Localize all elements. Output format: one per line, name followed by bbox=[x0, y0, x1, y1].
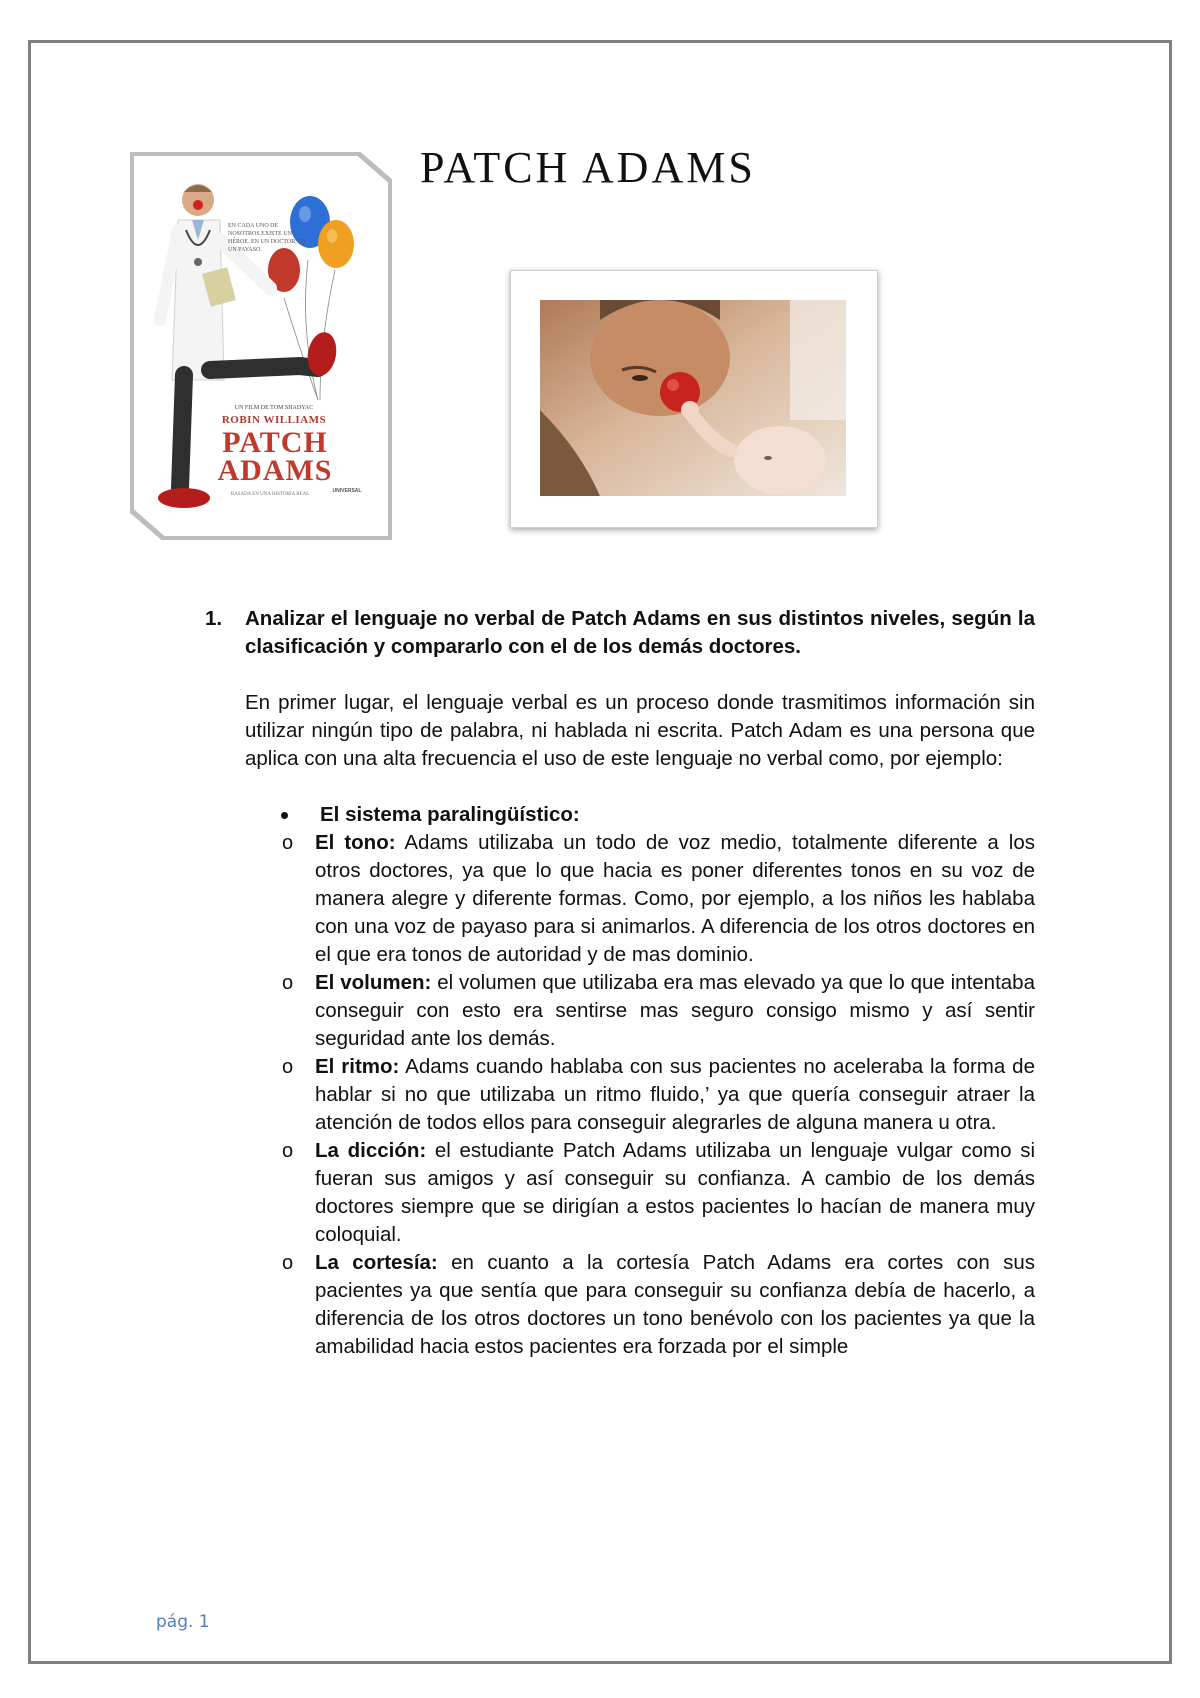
still-photo-illustration bbox=[540, 300, 846, 496]
section-label: El sistema paralingüístico: bbox=[320, 803, 580, 826]
paralinguistic-list bbox=[282, 829, 1035, 1361]
list-item-term: El ritmo: bbox=[315, 1055, 400, 1078]
intro-paragraph: En primer lugar, el lenguaje verbal es un proceso donde trasmitimos información sin utilizar ningún tipo de palabra, ni hablada ni escrita. Patch Adam es una persona que aplica con una alta frecuencia el uso de este lenguaje no verbal como, por ejemplo: bbox=[245, 691, 1035, 770]
list-item-term: El volumen: bbox=[315, 971, 432, 994]
list-item-term: El tono: bbox=[315, 831, 396, 854]
section-paralinguistic bbox=[281, 801, 1035, 829]
list-item bbox=[282, 1249, 1035, 1361]
list-item bbox=[282, 829, 1035, 969]
list-item bbox=[282, 1053, 1035, 1137]
list-item bbox=[282, 969, 1035, 1053]
list-item-text: el volumen que utilizaba era mas elevado ya que lo que intentaba conseguir con esto era sentirse mas seguro consigo mismo y así sentir seguridad ante los demás. bbox=[315, 971, 1035, 1050]
list-marker: o bbox=[282, 1252, 294, 1274]
list-item-text: el estudiante Patch Adams utilizaba un lenguaje vulgar como si fueran sus amigos y así conseguir su confianza. A cambio de los demás doctores siempre que se dirigían a estos pacientes lo hacían de manera muy coloquial. bbox=[315, 1139, 1035, 1246]
still-photo-image bbox=[540, 300, 846, 496]
poster-studio-logo: UNIVERSAL bbox=[332, 488, 362, 494]
poster-actor: ROBIN WILLIAMS bbox=[221, 414, 327, 426]
list-marker: o bbox=[282, 1140, 294, 1162]
question-number: 1. bbox=[205, 607, 223, 630]
bullet-dot-icon bbox=[281, 812, 288, 819]
poster-tagline: EN CADA UNO DE NOSOTROS EXISTE UN HÉROE. EN UN DOCTOR, EN UN PAYASO. bbox=[228, 223, 307, 253]
list-item-term: La cortesía: bbox=[315, 1251, 438, 1274]
page-number: pág. 1 bbox=[156, 1612, 210, 1632]
list-item-text: Adams utilizaba un todo de voz medio, totalmente diferente a los otros doctores, ya que lo que hacia es poner diferentes tonos en su voz de manera alegre y diferente formas. Como, por ejemplo, a los niños les hablaba con una voz de payaso para si animarlos. A diferencia de los otros doctores en el que era tonos de autoridad y de mas dominio. bbox=[315, 831, 1035, 966]
poster-title-line1: PATCH bbox=[222, 426, 328, 459]
list-item bbox=[282, 1137, 1035, 1249]
list-item-term: La dicción: bbox=[315, 1139, 427, 1162]
question-block bbox=[205, 605, 1035, 661]
poster-footer: BASADA EN UNA HISTORIA REAL bbox=[230, 492, 310, 497]
list-marker: o bbox=[282, 832, 294, 854]
document-body bbox=[205, 605, 1035, 1361]
movie-poster-image bbox=[150, 170, 374, 522]
question-text: Analizar el lenguaje no verbal de Patch Adams en sus distintos niveles, según la clasificación y compararlo con el de los demás doctores. bbox=[245, 607, 1035, 658]
poster-title-line2: ADAMS bbox=[217, 454, 333, 487]
poster-director: UN FILM DE TOM SHADYAC bbox=[234, 405, 314, 411]
list-item-text: Adams cuando hablaba con sus pacientes no aceleraba la forma de hablar si no que utilizaba un ritmo fluido,’ ya que quería conseguir atraer la atención de todos ellos para conseguir alegrarles de alguna manera u otra. bbox=[315, 1055, 1035, 1134]
page-title: PATCH ADAMS bbox=[420, 143, 756, 192]
list-item-text: en cuanto a la cortesía Patch Adams era cortes con sus pacientes ya que sentía que para conseguir su confianza debía de hacerlo, a diferencia de los otros doctores un tono benévolo con los pacientes ya que la amabilidad hacia estos pacientes era forzada por el simple bbox=[315, 1251, 1036, 1358]
list-marker: o bbox=[282, 972, 294, 994]
list-marker: o bbox=[282, 1056, 294, 1078]
